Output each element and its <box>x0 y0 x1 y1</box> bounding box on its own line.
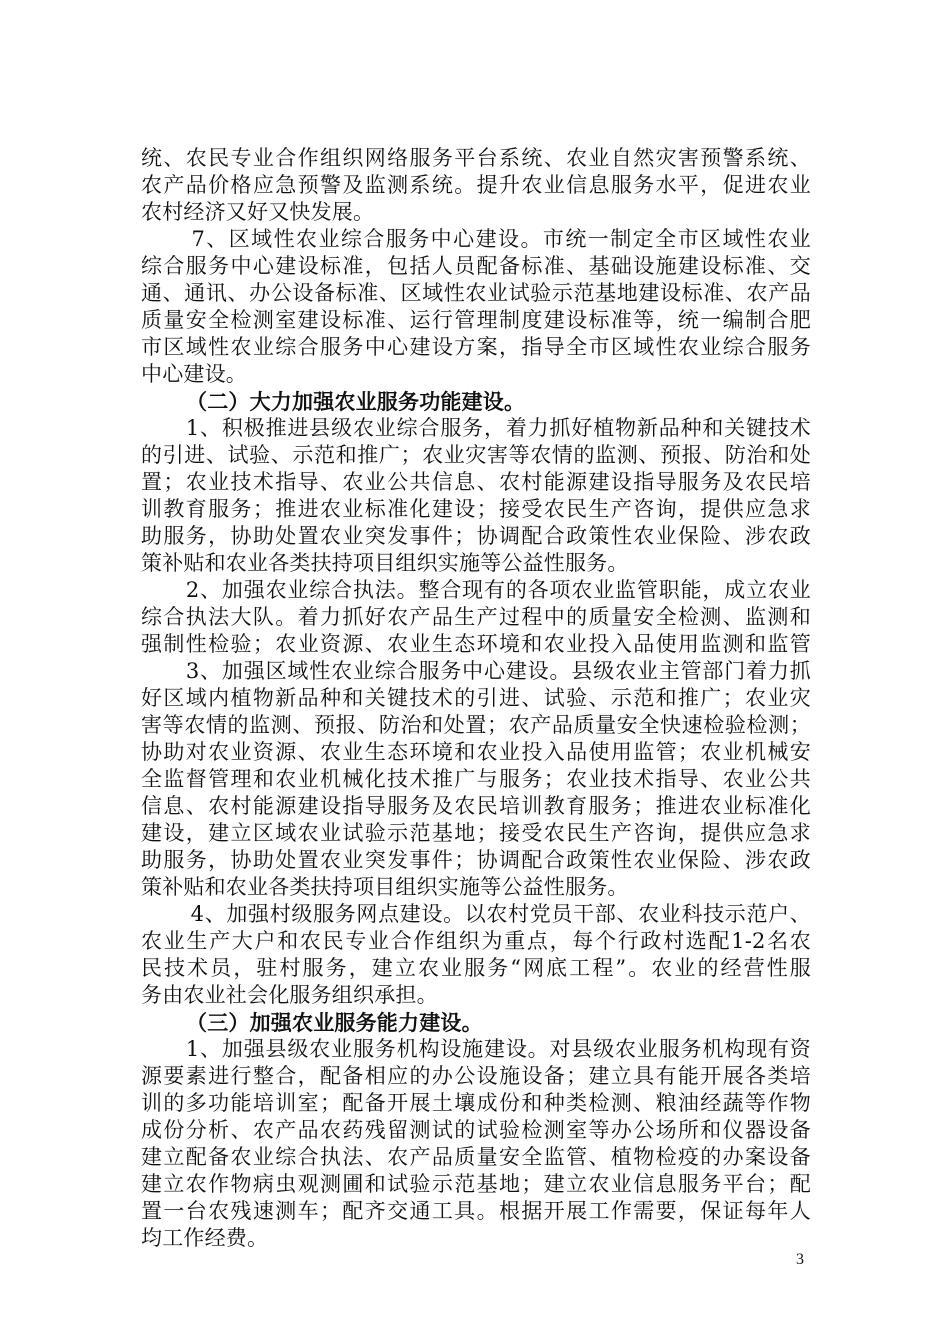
text-line: 统、农民专业合作组织网络服务平台系统、农业自然灾害预警系统、 <box>141 146 811 170</box>
text-line: 1、加强县级农业服务机构设施建设。对县级农业服务机构现有资 <box>164 1037 811 1061</box>
text-line: 综合服务中心建设标准，包括人员配备标准、基础设施建设标准、交 <box>141 254 811 278</box>
text-line: 助服务，协助处置农业突发事件；协调配合政策性农业保险、涉农政 <box>141 524 811 548</box>
text-line: 强制性检验；农业资源、农业生态环境和农业投入品使用监测和监管 <box>141 632 811 656</box>
text-line: 7、区域性农业综合服务中心建设。市统一制定全市区域性农业 <box>169 227 811 251</box>
text-line: 建立配备农业综合执法、农产品质量安全监管、植物检疫的办案设备 <box>141 1145 811 1169</box>
text-line: 策补贴和农业各类扶持项目组织实施等公益性服务。 <box>141 551 629 575</box>
text-line: 助服务，协助处置农业突发事件；协调配合政策性农业保险、涉农政 <box>141 848 811 872</box>
text-line: 农业生产大户和农民专业合作组织为重点，每个行政村选配1-2名农 <box>141 929 811 953</box>
text-line: 综合执法大队。着力抓好农产品生产过程中的质量安全检测、监测和 <box>141 605 811 629</box>
text-line: 均工作经费。 <box>141 1226 269 1250</box>
section-heading: （二）大力加强农业服务功能建设。 <box>186 389 526 414</box>
text-line: 民技术员，驻村服务，建立农业服务“网底工程”。农业的经营性服 <box>141 956 811 980</box>
text-line: 策补贴和农业各类扶持项目组织实施等公益性服务。 <box>141 875 629 899</box>
text-line: 信息、农村能源建设指导服务及农民培训教育服务；推进农业标准化 <box>141 794 811 818</box>
text-line: 全监督管理和农业机械化技术推广与服务；农业技术指导、农业公共 <box>141 767 811 791</box>
text-line: 训的多功能培训室；配备开展土壤成份和种类检测、粮油经蔬等作物 <box>141 1091 811 1115</box>
text-line: 中心建设。 <box>141 362 247 386</box>
text-line: 务由农业社会化服务组织承担。 <box>141 983 438 1007</box>
text-line: 建立农作物病虫观测圃和试验示范基地；建立农业信息服务平台；配 <box>141 1172 811 1196</box>
text-line: 市区域性农业综合服务中心建设方案，指导全市区域性农业综合服务 <box>141 335 811 359</box>
text-line: 通、通讯、办公设备标准、区域性农业试验示范基地建设标准、农产品 <box>141 281 811 305</box>
text-line: 3、加强区域性农业综合服务中心建设。县级农业主管部门着力抓 <box>164 659 811 683</box>
text-line: 农产品价格应急预警及监测系统。提升农业信息服务水平，促进农业 <box>141 173 811 197</box>
text-line: 好区域内植物新品种和关键技术的引进、试验、示范和推广；农业灾 <box>141 686 811 710</box>
text-line: 置；农业技术指导、农业公共信息、农村能源建设指导服务及农民培 <box>141 470 811 494</box>
page-number: 3 <box>796 1251 804 1268</box>
text-line: 训教育服务；推进农业标准化建设；接受农民生产咨询，提供应急求 <box>141 497 811 521</box>
text-line: 源要素进行整合，配备相应的办公设施设备；建立具有能开展各类培 <box>141 1064 811 1088</box>
text-line: 的引进、试验、示范和推广；农业灾害等农情的监测、预报、防治和处 <box>141 443 811 467</box>
text-line: 2、加强农业综合执法。整合现有的各项农业监管职能，成立农业 <box>164 578 811 602</box>
section-heading: （三）加强农业服务能力建设。 <box>186 1010 483 1035</box>
text-line: 质量安全检测室建设标准、运行管理制度建设标准等，统一编制合肥 <box>141 308 811 332</box>
text-line: 建设，建立区域农业试验示范基地；接受农民生产咨询，提供应急求 <box>141 821 811 845</box>
text-line: 1、积极推进县级农业综合服务，着力抓好植物新品种和关键技术 <box>164 416 811 440</box>
text-line: 成份分析、农产品农药残留测试的试验检测室等办公场所和仪器设备 <box>141 1118 811 1142</box>
text-line: 4、加强村级服务网点建设。以农村党员干部、农业科技示范户、 <box>169 902 811 926</box>
text-line: 农村经济又好又快发展。 <box>141 200 375 224</box>
text-line: 协助对农业资源、农业生态环境和农业投入品使用监管；农业机械安 <box>141 740 811 764</box>
text-line: 置一台农残速测车；配齐交通工具。根据开展工作需要，保证每年人 <box>141 1199 811 1223</box>
text-line: 害等农情的监测、预报、防治和处置；农产品质量安全快速检验检测； <box>141 713 811 737</box>
